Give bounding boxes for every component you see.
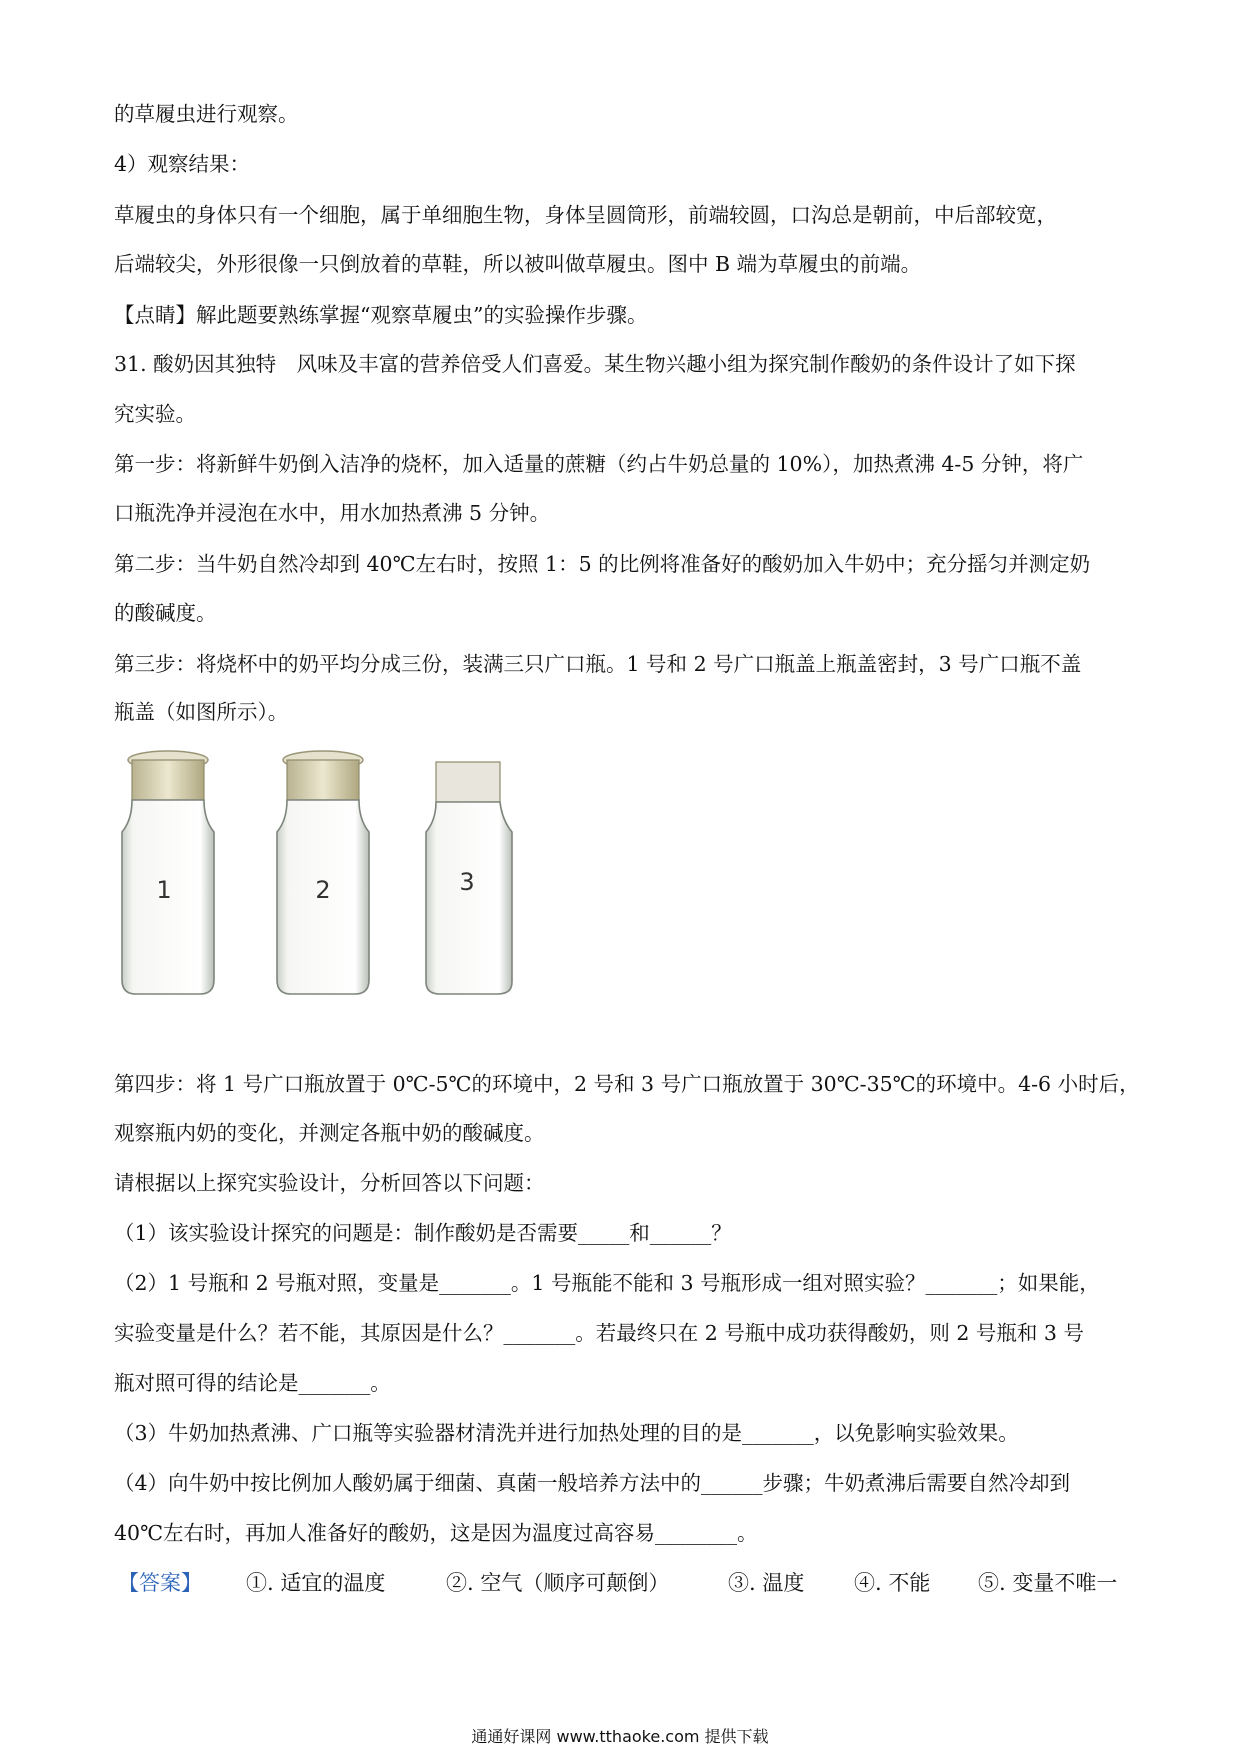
step-4: 第四步：将 1 号广口瓶放置于 0℃-5℃的环境中，2 号和 3 号广口瓶放置于 30℃-35℃的环境中。4-6 小时后， [114,1072,1140,1096]
text-line: 的草履虫进行观察。 [114,102,299,126]
text-line: 40℃左右时，再加人准备好的酸奶，这是因为温度过高容易________。 [114,1521,758,1545]
text-line: 后端较尖，外形很像一只倒放着的草鞋，所以被叫做草履虫。图中 B 端为草履虫的前端。 [114,252,922,276]
question-4: （4）向牛奶中按比例加人酸奶属于细菌、真菌一般培养方法中的______步骤；牛奶煮沸后需要自然冷却到 [114,1471,1071,1495]
bottle-1 [122,751,214,994]
text-line: 的酸碱度。 [114,601,217,625]
question-2: （2）1 号瓶和 2 号瓶对照，变量是_______。1 号瓶能不能和 3 号瓶形成一组对照实验？_______；如果能， [114,1271,1100,1295]
bottles-figure [118,748,598,998]
bottle-3 [426,762,512,994]
step-2: 第二步：当牛奶自然冷却到 40℃左右时，按照 1：5 的比例将准备好的酸奶加入牛奶中；充分摇匀并测定奶 [114,552,1091,576]
text-line: 草履虫的身体只有一个细胞，属于单细胞生物，身体呈圆筒形，前端较圆，口沟总是朝前，中后部较宽， [114,203,1057,227]
text-line: 瓶对照可得的结论是_______。 [114,1371,391,1395]
footer-credit: 通通好课网 www.tthaoke.com 提供下载 [471,1727,769,1746]
answer-item-2: ②. 空气（顺序可颠倒） [446,1571,670,1595]
step-3: 第三步：将烧杯中的奶平均分成三份，装满三只广口瓶。1 号和 2 号广口瓶盖上瓶盖密封，3 号广口瓶不盖 [114,652,1082,676]
text-line: 口瓶洗净并浸泡在水中，用水加热煮沸 5 分钟。 [114,501,551,525]
bottle-label: 1 [156,876,172,904]
question-31-stem: 31. 酸奶因其独特 风味及丰富的营养倍受人们喜爱。某生物兴趣小组为探究制作酸奶的条件设计了如下探 [114,352,1076,376]
question-3: （3）牛奶加热煮沸、广口瓶等实验器材清洗并进行加热处理的目的是_______，以免影响实验效果。 [114,1421,1019,1445]
text-line: 请根据以上探究实验设计，分析回答以下问题： [114,1171,545,1195]
answer-item-4: ④. 不能 [854,1571,931,1595]
answer-item-3: ③. 温度 [728,1571,805,1595]
step-1: 第一步：将新鲜牛奶倒入洁净的烧杯，加入适量的蔗糖（约占牛奶总量的 10%），加热煮沸 4-5 分钟，将广 [114,452,1084,476]
text-line: 究实验。 [114,402,196,426]
text-line: 实验变量是什么？若不能，其原因是什么？_______。若最终只在 2 号瓶中成功获得酸奶，则 2 号瓶和 3 号 [114,1321,1084,1345]
text-line: 【点睛】解此题要熟练掌握“观察草履虫”的实验操作步骤。 [114,303,648,327]
question-1: （1）该实验设计探究的问题是：制作酸奶是否需要_____和______？ [114,1221,732,1245]
answer-item-1: ①. 适宜的温度 [246,1571,386,1595]
text-line: 4）观察结果： [114,152,251,176]
bottle-label: 3 [459,868,475,896]
answer-item-5: ⑤. 变量不唯一 [978,1571,1118,1595]
bottle-2 [277,751,369,994]
text-line: 观察瓶内奶的变化，并测定各瓶中奶的酸碱度。 [114,1121,545,1145]
answer-label: 【答案】 [118,1571,202,1595]
bottle-label: 2 [315,876,331,904]
text-line: 瓶盖（如图所示）。 [114,700,289,724]
